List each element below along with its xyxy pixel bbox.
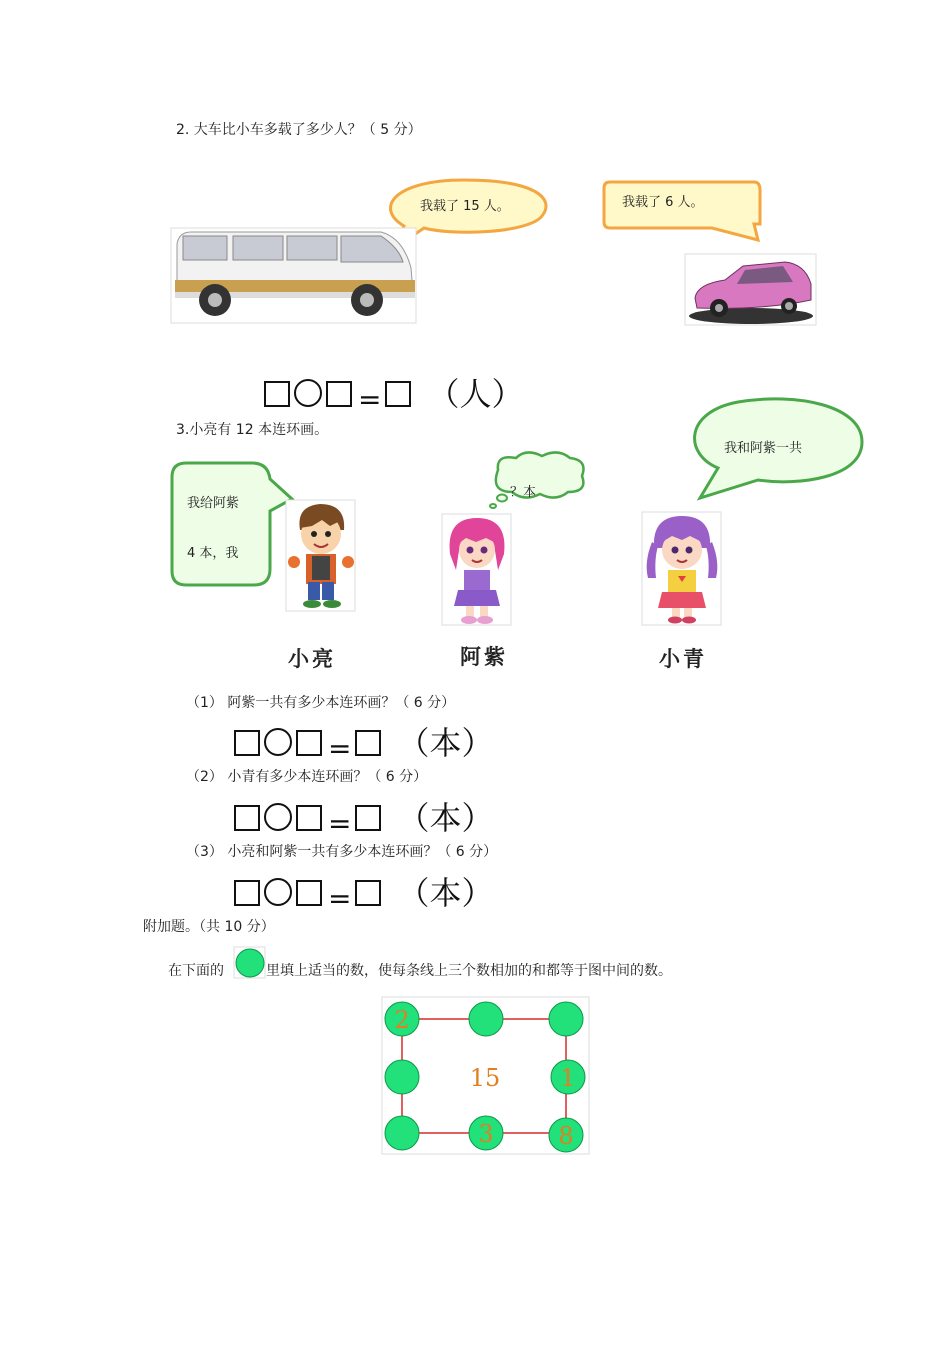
name-xiaoqing: 小青: [659, 646, 707, 671]
q3-sub3: （3） 小亮和阿紫一共有多少本连环画？（ 6 分）: [186, 844, 498, 860]
azi-thought-bubble: [484, 450, 588, 510]
puzzle-circle-top-right[interactable]: [549, 1002, 583, 1036]
xiaoliang-image: [286, 500, 356, 612]
car-speech-bubble: [602, 180, 762, 244]
q3-sub3-equation: [234, 874, 494, 915]
azi-bubble-text: ？本: [510, 485, 537, 500]
operator-circle[interactable]: [264, 803, 292, 831]
puzzle-value-bottom-right: 8: [558, 1122, 574, 1150]
puzzle-value-bottom-middle: 3: [478, 1120, 494, 1148]
answer-box[interactable]: [264, 381, 290, 407]
unit-label: （人）: [427, 375, 524, 413]
bonus-instruction-before: 在下面的: [168, 963, 224, 979]
unit-label: （本）: [397, 799, 494, 837]
equals-sign: =: [358, 383, 382, 416]
car-image: [685, 254, 817, 326]
puzzle-circle-left-middle[interactable]: [385, 1060, 419, 1094]
bonus-instruction-after: 里填上适当的数，使每条线上三个数相加的和都等于图中间的数。: [266, 963, 672, 979]
answer-box[interactable]: [296, 805, 322, 831]
q2-equation: [264, 375, 524, 416]
puzzle-value-top-left: 2: [394, 1006, 410, 1034]
bus-bubble-text: 我载了 15 人。: [420, 199, 510, 214]
q2-title: 2. 大车比小车多载了多少人？（ 5 分）: [176, 122, 422, 138]
azi-image: [442, 514, 512, 626]
answer-box[interactable]: [355, 730, 381, 756]
operator-circle[interactable]: [264, 878, 292, 906]
operator-circle[interactable]: [264, 728, 292, 756]
q3-sub2-equation: [234, 799, 494, 840]
answer-box[interactable]: [296, 730, 322, 756]
xiaoqing-image: [642, 512, 722, 626]
puzzle-circle-top-middle[interactable]: [469, 1002, 503, 1036]
unit-label: （本）: [397, 874, 494, 912]
bus-image: [171, 228, 417, 324]
puzzle-center-value: 15: [469, 1064, 501, 1092]
puzzle-circle-bottom-left[interactable]: [385, 1116, 419, 1150]
operator-circle[interactable]: [294, 379, 322, 407]
puzzle-value-right-middle: 1: [560, 1064, 576, 1092]
q3-sub1: （1） 阿紫一共有多少本连环画？（ 6 分）: [186, 695, 456, 711]
equals-sign: =: [328, 807, 352, 840]
name-azi: 阿紫: [460, 644, 508, 669]
q3-title: 3.小亮有 12 本连环画。: [176, 422, 329, 438]
equals-sign: =: [328, 732, 352, 765]
green-circle-icon: [234, 947, 266, 979]
unit-label: （本）: [397, 724, 494, 762]
xiaoqing-bubble-text: 我和阿紫一共: [724, 441, 803, 456]
name-xiaoliang: 小亮: [288, 646, 336, 671]
car-bubble-text: 我载了 6 人。: [622, 195, 704, 210]
q3-sub2: （2） 小青有多少本连环画？（ 6 分）: [186, 769, 428, 785]
answer-box[interactable]: [234, 730, 260, 756]
q3-sub1-equation: [234, 724, 494, 765]
xiaoliang-bubble-line2: 4 本，我: [187, 546, 239, 561]
equals-sign: =: [328, 882, 352, 915]
answer-box[interactable]: [326, 381, 352, 407]
xiaoliang-speech-bubble: [170, 461, 300, 589]
answer-box[interactable]: [355, 805, 381, 831]
answer-box[interactable]: [234, 805, 260, 831]
answer-box[interactable]: [296, 880, 322, 906]
answer-box[interactable]: [355, 880, 381, 906]
bonus-title: 附加题。（共 10 分）: [143, 919, 275, 935]
number-puzzle: [382, 997, 590, 1155]
answer-box[interactable]: [385, 381, 411, 407]
xiaoliang-bubble-line1: 我给阿紫: [187, 496, 240, 511]
answer-box[interactable]: [234, 880, 260, 906]
